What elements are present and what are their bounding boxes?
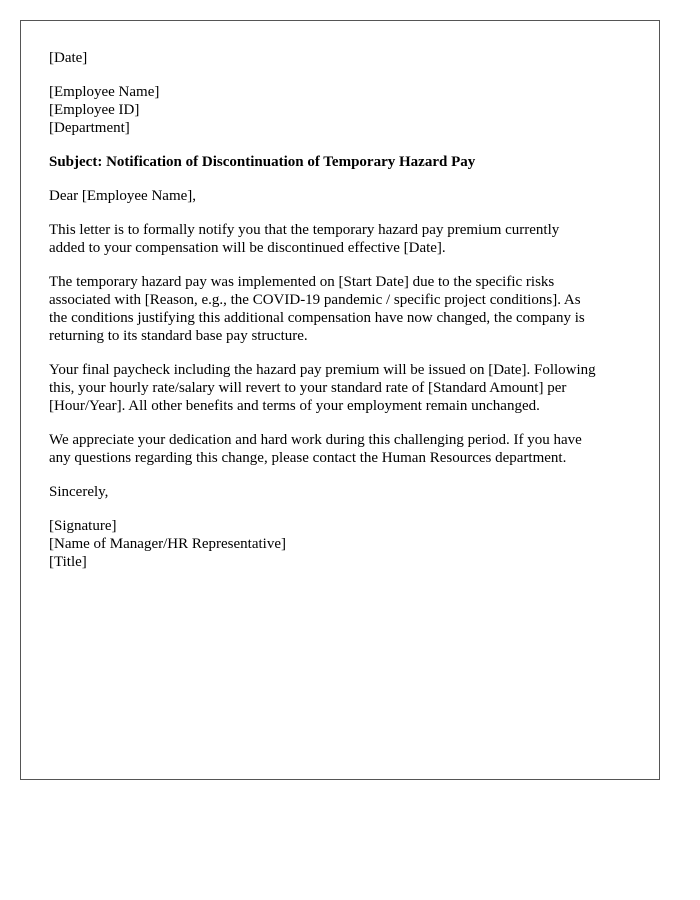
recipient-department: [Department]: [49, 120, 130, 136]
signer-title: [Title]: [49, 554, 87, 570]
body-line: any questions regarding this change, please contact the Human Resources department.: [49, 450, 567, 466]
letter-date: [Date]: [49, 50, 88, 66]
body-line: We appreciate your dedication and hard work during this challenging period. If you have: [49, 432, 582, 448]
body-line: This letter is to formally notify you that the temporary hazard pay premium currently: [49, 222, 560, 238]
body-paragraph: [49, 361, 659, 415]
signature: [Signature]: [49, 518, 117, 534]
signature-block: [49, 517, 659, 571]
body-line: [Hour/Year]. All other benefits and terms of your employment remain unchanged.: [49, 398, 540, 414]
body-line: the conditions justifying this additional compensation have now changed, the company is: [49, 310, 585, 326]
body-line: associated with [Reason, e.g., the COVID-19 pandemic / specific project conditions]. As: [49, 292, 581, 308]
body-line: this, your hourly rate/salary will revert to your standard rate of [Standard Amount] per: [49, 380, 567, 396]
body-line: returning to its standard base pay structure.: [49, 328, 308, 344]
letter: [20, 20, 660, 780]
body-paragraph: [49, 273, 659, 345]
recipient-id: [Employee ID]: [49, 102, 140, 118]
body-paragraph: [49, 431, 659, 467]
closing: Sincerely,: [49, 484, 109, 500]
body-line: Your final paycheck including the hazard pay premium will be issued on [Date]. Following: [49, 362, 596, 378]
body-line: added to your compensation will be discontinued effective [Date].: [49, 240, 446, 256]
body-paragraph: [49, 221, 659, 257]
recipient-block: [49, 83, 659, 137]
salutation: Dear [Employee Name],: [49, 188, 197, 204]
subject-line: Subject: Notification of Discontinuation of Temporary Hazard Pay: [49, 154, 476, 170]
body-line: The temporary hazard pay was implemented on [Start Date] due to the specific risks: [49, 274, 555, 290]
recipient-name: [Employee Name]: [49, 84, 160, 100]
signer-name: [Name of Manager/HR Representative]: [49, 536, 286, 552]
